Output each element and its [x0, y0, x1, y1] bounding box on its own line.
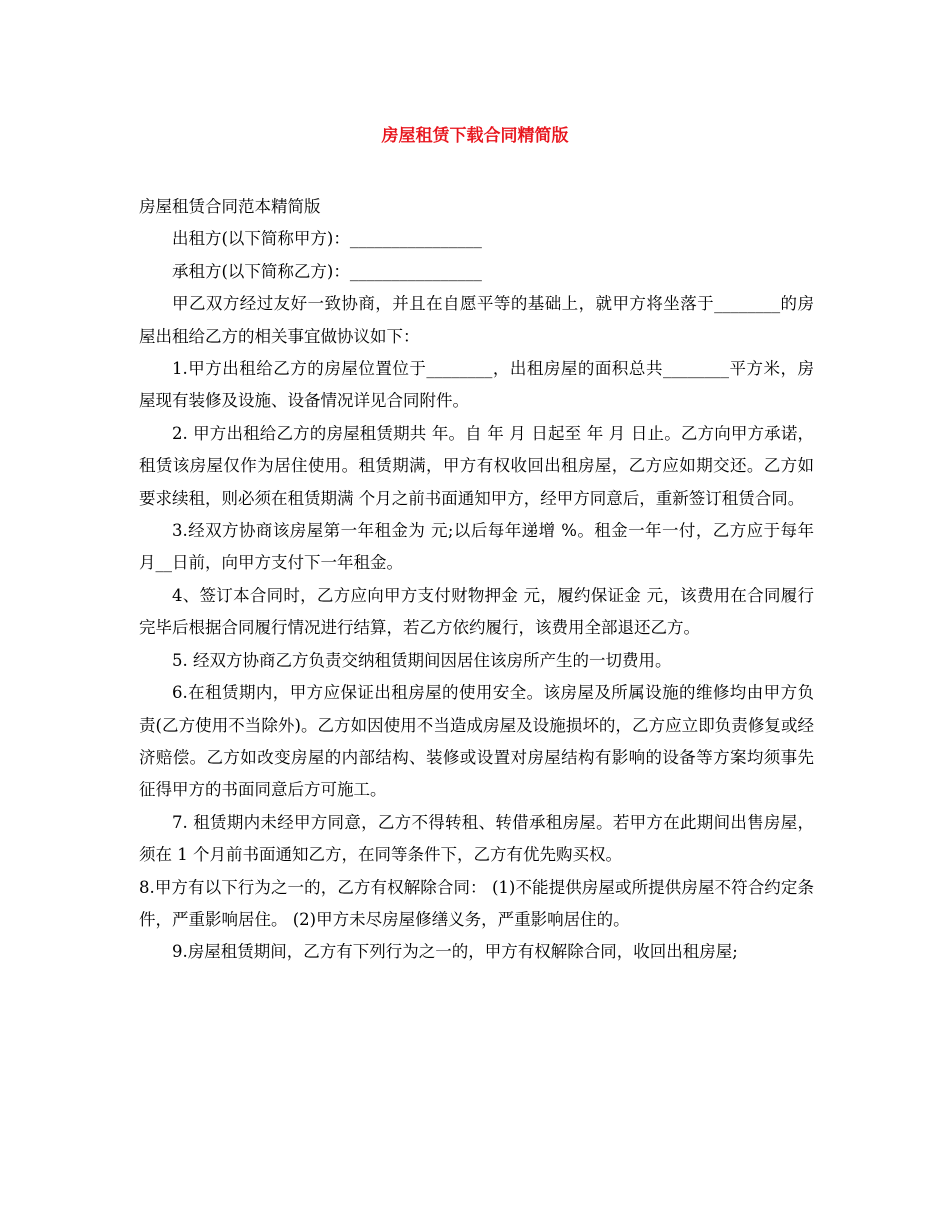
- paragraph-lessor: 出租方(以下简称甲方)：________________: [172, 229, 482, 249]
- paragraph-preamble: 甲乙双方经过友好一致协商，并且在自愿平等的基础上，就甲方将坐落于________的房屋出租给乙方的相关事宜做协议如下：: [139, 294, 814, 346]
- paragraph-clause-3: 3.经双方协商该房屋第一年租金为 元;以后每年递增 %。租金一年一付，乙方应于每年 月__日前，向甲方支付下一年租金。: [139, 521, 814, 573]
- document-title: 房屋租赁下载合同精简版: [381, 126, 569, 146]
- paragraph-clause-8: 8.甲方有以下行为之一的，乙方有权解除合同： (1)不能提供房屋或所提供房屋不符合约定条件，严重影响居住。 (2)甲方未尽房屋修缮义务，严重影响居住的。: [139, 877, 814, 929]
- paragraph-clause-4: 4、签订本合同时，乙方应向甲方支付财物押金 元，履约保证金 元，该费用在合同履行完毕后根据合同履行情况进行结算，若乙方依约履行，该费用全部退还乙方。: [139, 585, 814, 638]
- paragraph-subtitle: 房屋租赁合同范本精简版: [139, 197, 321, 216]
- paragraph-clause-7: 7. 租赁期内未经甲方同意，乙方不得转租、转借承租房屋。若甲方在此期间出售房屋，须在 1 个月前书面通知乙方，在同等条件下，乙方有优先购买权。: [139, 812, 814, 865]
- paragraph-clause-9: 9.房屋租赁期间，乙方有下列行为之一的，甲方有权解除合同，收回出租房屋;: [172, 942, 738, 962]
- paragraph-clause-6: 6.在租赁期内，甲方应保证出租房屋的使用安全。该房屋及所属设施的维修均由甲方负责(乙方使用不当除外)。乙方如因使用不当造成房屋及设施损坏的，乙方应立即负责修复或经济赔偿。乙方如改变房屋的内部结构、装修或设置对房屋结构有影响的设备等方案均须事先征得甲方的书面同意后方可施工。: [139, 683, 814, 800]
- paragraph-clause-2: 2. 甲方出租给乙方的房屋租赁期共 年。自 年 月 日起至 年 月 日止。乙方向甲方承诺，租赁该房屋仅作为居住使用。租赁期满，甲方有权收回出租房屋，乙方应如期交还。乙方如要求续租，则必须在租赁期满 个月之前书面通知甲方，经甲方同意后，重新签订租赁合同。: [139, 423, 814, 508]
- paragraph-clause-5: 5. 经双方协商乙方负责交纳租赁期间因居住该房所产生的一切费用。: [172, 650, 672, 670]
- paragraph-lessee: 承租方(以下简称乙方)：________________: [172, 261, 482, 281]
- paragraph-clause-1: 1.甲方出租给乙方的房屋位置位于________，出租房屋的面积总共________平方米，房屋现有装修及设施、设备情况详见合同附件。: [139, 359, 814, 411]
- document-body: [139, 191, 814, 969]
